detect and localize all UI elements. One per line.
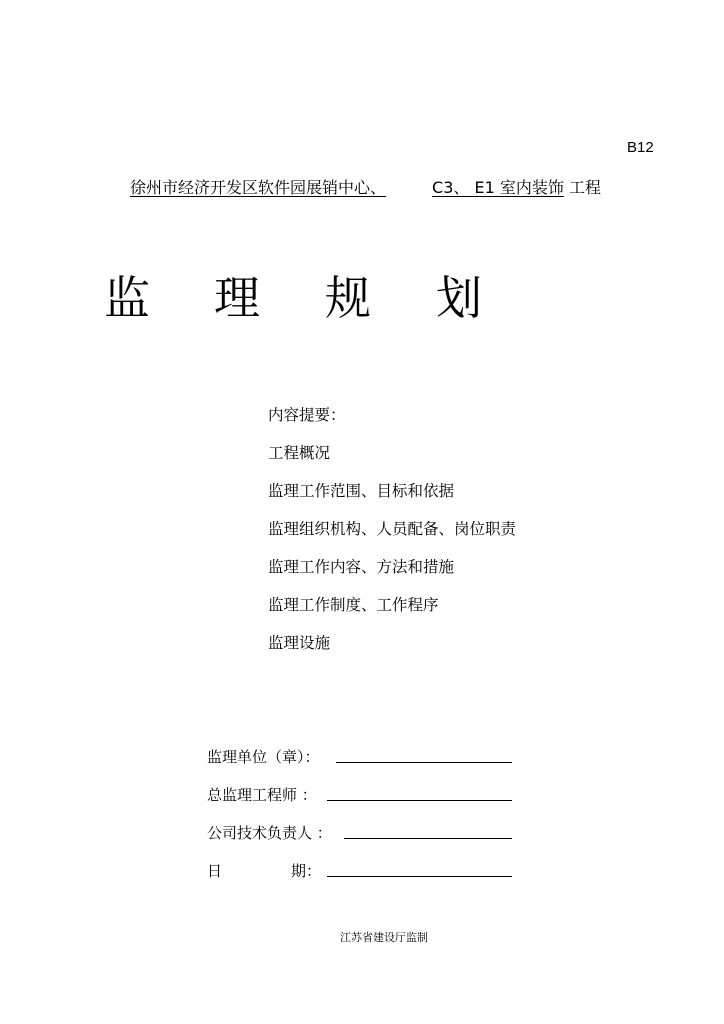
title-char-1: 监 bbox=[104, 271, 150, 325]
chief-engineer-field[interactable] bbox=[327, 800, 512, 801]
contents-item: 监理设施 bbox=[268, 634, 331, 652]
project-suffix: 工程 bbox=[568, 178, 601, 197]
contents-heading: 内容提要： bbox=[268, 406, 346, 424]
technical-lead-field[interactable] bbox=[344, 838, 512, 839]
project-name bbox=[130, 175, 601, 198]
supervision-unit-field[interactable] bbox=[336, 762, 512, 763]
project-name-part2: C3、 E1 室内装饰 bbox=[432, 178, 564, 197]
footer-issuer: 江苏省建设厅监制 bbox=[340, 931, 428, 944]
document-code: B12 bbox=[627, 139, 654, 156]
contents-item: 工程概况 bbox=[268, 444, 331, 462]
chief-engineer-label: 总监理工程师 ： bbox=[207, 786, 317, 804]
contents-item: 监理工作范围、目标和依据 bbox=[268, 482, 455, 500]
title-char-4: 划 bbox=[436, 271, 482, 325]
technical-lead-label: 公司技术负责人 ： bbox=[207, 824, 332, 842]
date-field[interactable] bbox=[327, 876, 512, 877]
title-char-3: 规 bbox=[325, 271, 371, 325]
date-label-b: 期： bbox=[291, 862, 322, 880]
supervision-unit-label: 监理单位（章）： bbox=[207, 748, 320, 766]
title-char-2: 理 bbox=[214, 271, 260, 325]
date-label-a: 日 bbox=[207, 862, 223, 880]
contents-item: 监理工作制度、工作程序 bbox=[268, 596, 439, 614]
project-name-part1: 徐州市经济开发区软件园展销中心、 bbox=[130, 178, 387, 197]
contents-item: 监理组织机构、人员配备、岗位职责 bbox=[268, 520, 517, 538]
contents-item: 监理工作内容、方法和措施 bbox=[268, 558, 455, 576]
